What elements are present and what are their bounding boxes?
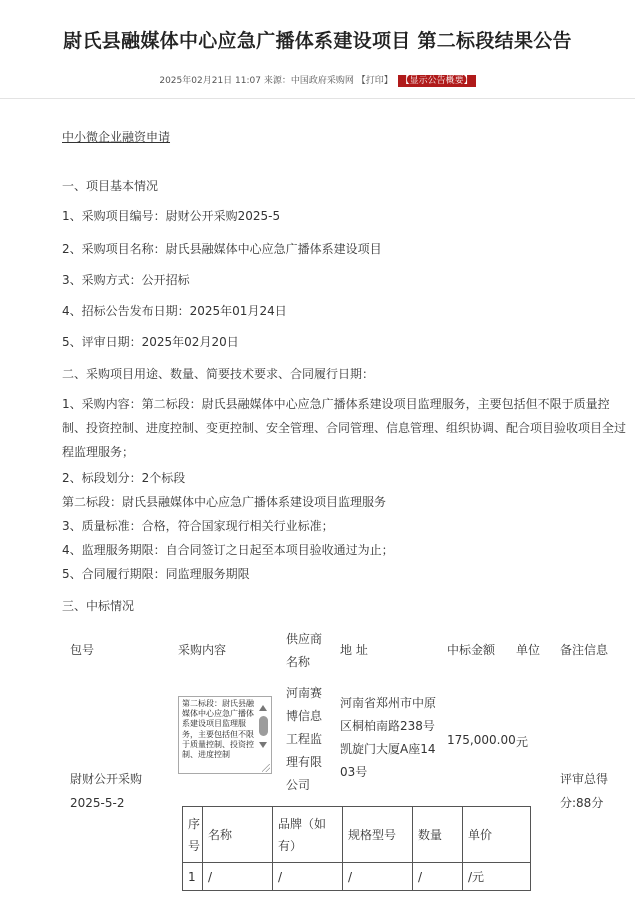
source-label: 来源：中国政府采购网 [263,76,354,86]
item-header-brand: 品牌（如有） [273,807,343,863]
item-header-price: 单价 [463,807,531,863]
header-unit: 单位 [516,643,541,657]
item-price: /元 [463,863,531,891]
section-basic-info-heading: 一、项目基本情况 [62,179,159,193]
procurement-content: 1、采购内容：第二标段：尉氏县融媒体中心应急广播体系建设项目监理服务，主要包括但不限于质量控制、投资控制、进度控制、变更控制、安全管理、合同管理、信息管理、组织协调、配合项目验收项目全过程监理服务； [62,397,627,459]
item-table [182,806,531,891]
header-amount: 中标金额 [447,643,496,657]
quality-standard: 3、质量标准：合格，符合国家现行相关行业标准； [62,519,334,533]
review-date: 5、评审日期：2025年02月20日 [62,335,239,349]
section-requirements-heading: 二、采购项目用途、数量、简要技术要求、合同履行日期： [62,367,375,381]
item-table-header-row [183,807,531,863]
project-name: 2、采购项目名称：尉氏县融媒体中心应急广播体系建设项目 [62,242,382,256]
publish-datetime: 2025年02月21日 11:07 [159,76,261,86]
header-content: 采购内容 [178,643,227,657]
row-remark: 评审总得分:88分 [560,772,609,810]
lot-two-description: 第二标段：尉氏县融媒体中心应急广播体系建设项目监理服务 [62,495,387,509]
resize-handle-icon[interactable] [262,764,270,772]
page-title: 尉氏县融媒体中心应急广播体系建设项目 第二标段结果公告 [63,30,572,52]
scroll-down-arrow-icon[interactable] [259,742,267,748]
scroll-up-arrow-icon[interactable] [259,705,267,711]
project-number: 1、采购项目编号：尉财公开采购2025-5 [62,209,281,223]
item-header-spec: 规格型号 [343,807,413,863]
row-package: 尉财公开采购2025-5-2 [70,772,143,810]
item-brand: / [273,863,343,891]
item-name: / [203,863,273,891]
item-header-name: 名称 [203,807,273,863]
content-textarea[interactable] [178,696,272,774]
header-supplier: 供应商名称 [286,632,323,669]
item-table-row [183,863,531,891]
tender-publish-date: 4、招标公告发布日期：2025年01月24日 [62,304,287,318]
item-header-index: 序号 [183,807,203,863]
show-summary-button[interactable]: 【显示公告概要】 [398,75,476,87]
header-address: 地 址 [340,643,368,657]
announcement-meta [0,73,635,86]
lot-division: 2、标段划分：2个标段 [62,471,186,485]
service-period: 4、监理服务期限：自合同签订之日起至本项目验收通过为止； [62,543,394,557]
item-quantity: / [413,863,463,891]
header-divider [0,98,635,99]
item-header-quantity: 数量 [413,807,463,863]
row-amount: 175,000.00 [447,733,516,747]
print-link[interactable]: 【打印】 [356,76,393,86]
row-supplier: 河南赛博信息工程监理有限公司 [286,686,323,792]
item-spec: / [343,863,413,891]
finance-application-link[interactable]: 中小微企业融资申请 [62,130,171,144]
contract-period: 5、合同履行期限：同监理服务期限 [62,567,250,581]
row-address: 河南省郑州市中原区桐柏南路238号凯旋门大厦A座1403号 [340,696,437,779]
header-remark: 备注信息 [560,643,609,657]
item-index: 1 [183,863,203,891]
row-unit: 元 [516,735,529,749]
procurement-method: 3、采购方式：公开招标 [62,273,190,287]
header-package: 包号 [70,643,95,657]
scrollbar-thumb[interactable] [259,716,268,736]
section-award-heading: 三、中标情况 [62,599,135,613]
content-textarea-text: 第二标段：尉氏县融媒体中心应急广播体系建设项目监理服务，主要包括但不限于质量控制、投资控制、进度控制 [182,699,254,760]
